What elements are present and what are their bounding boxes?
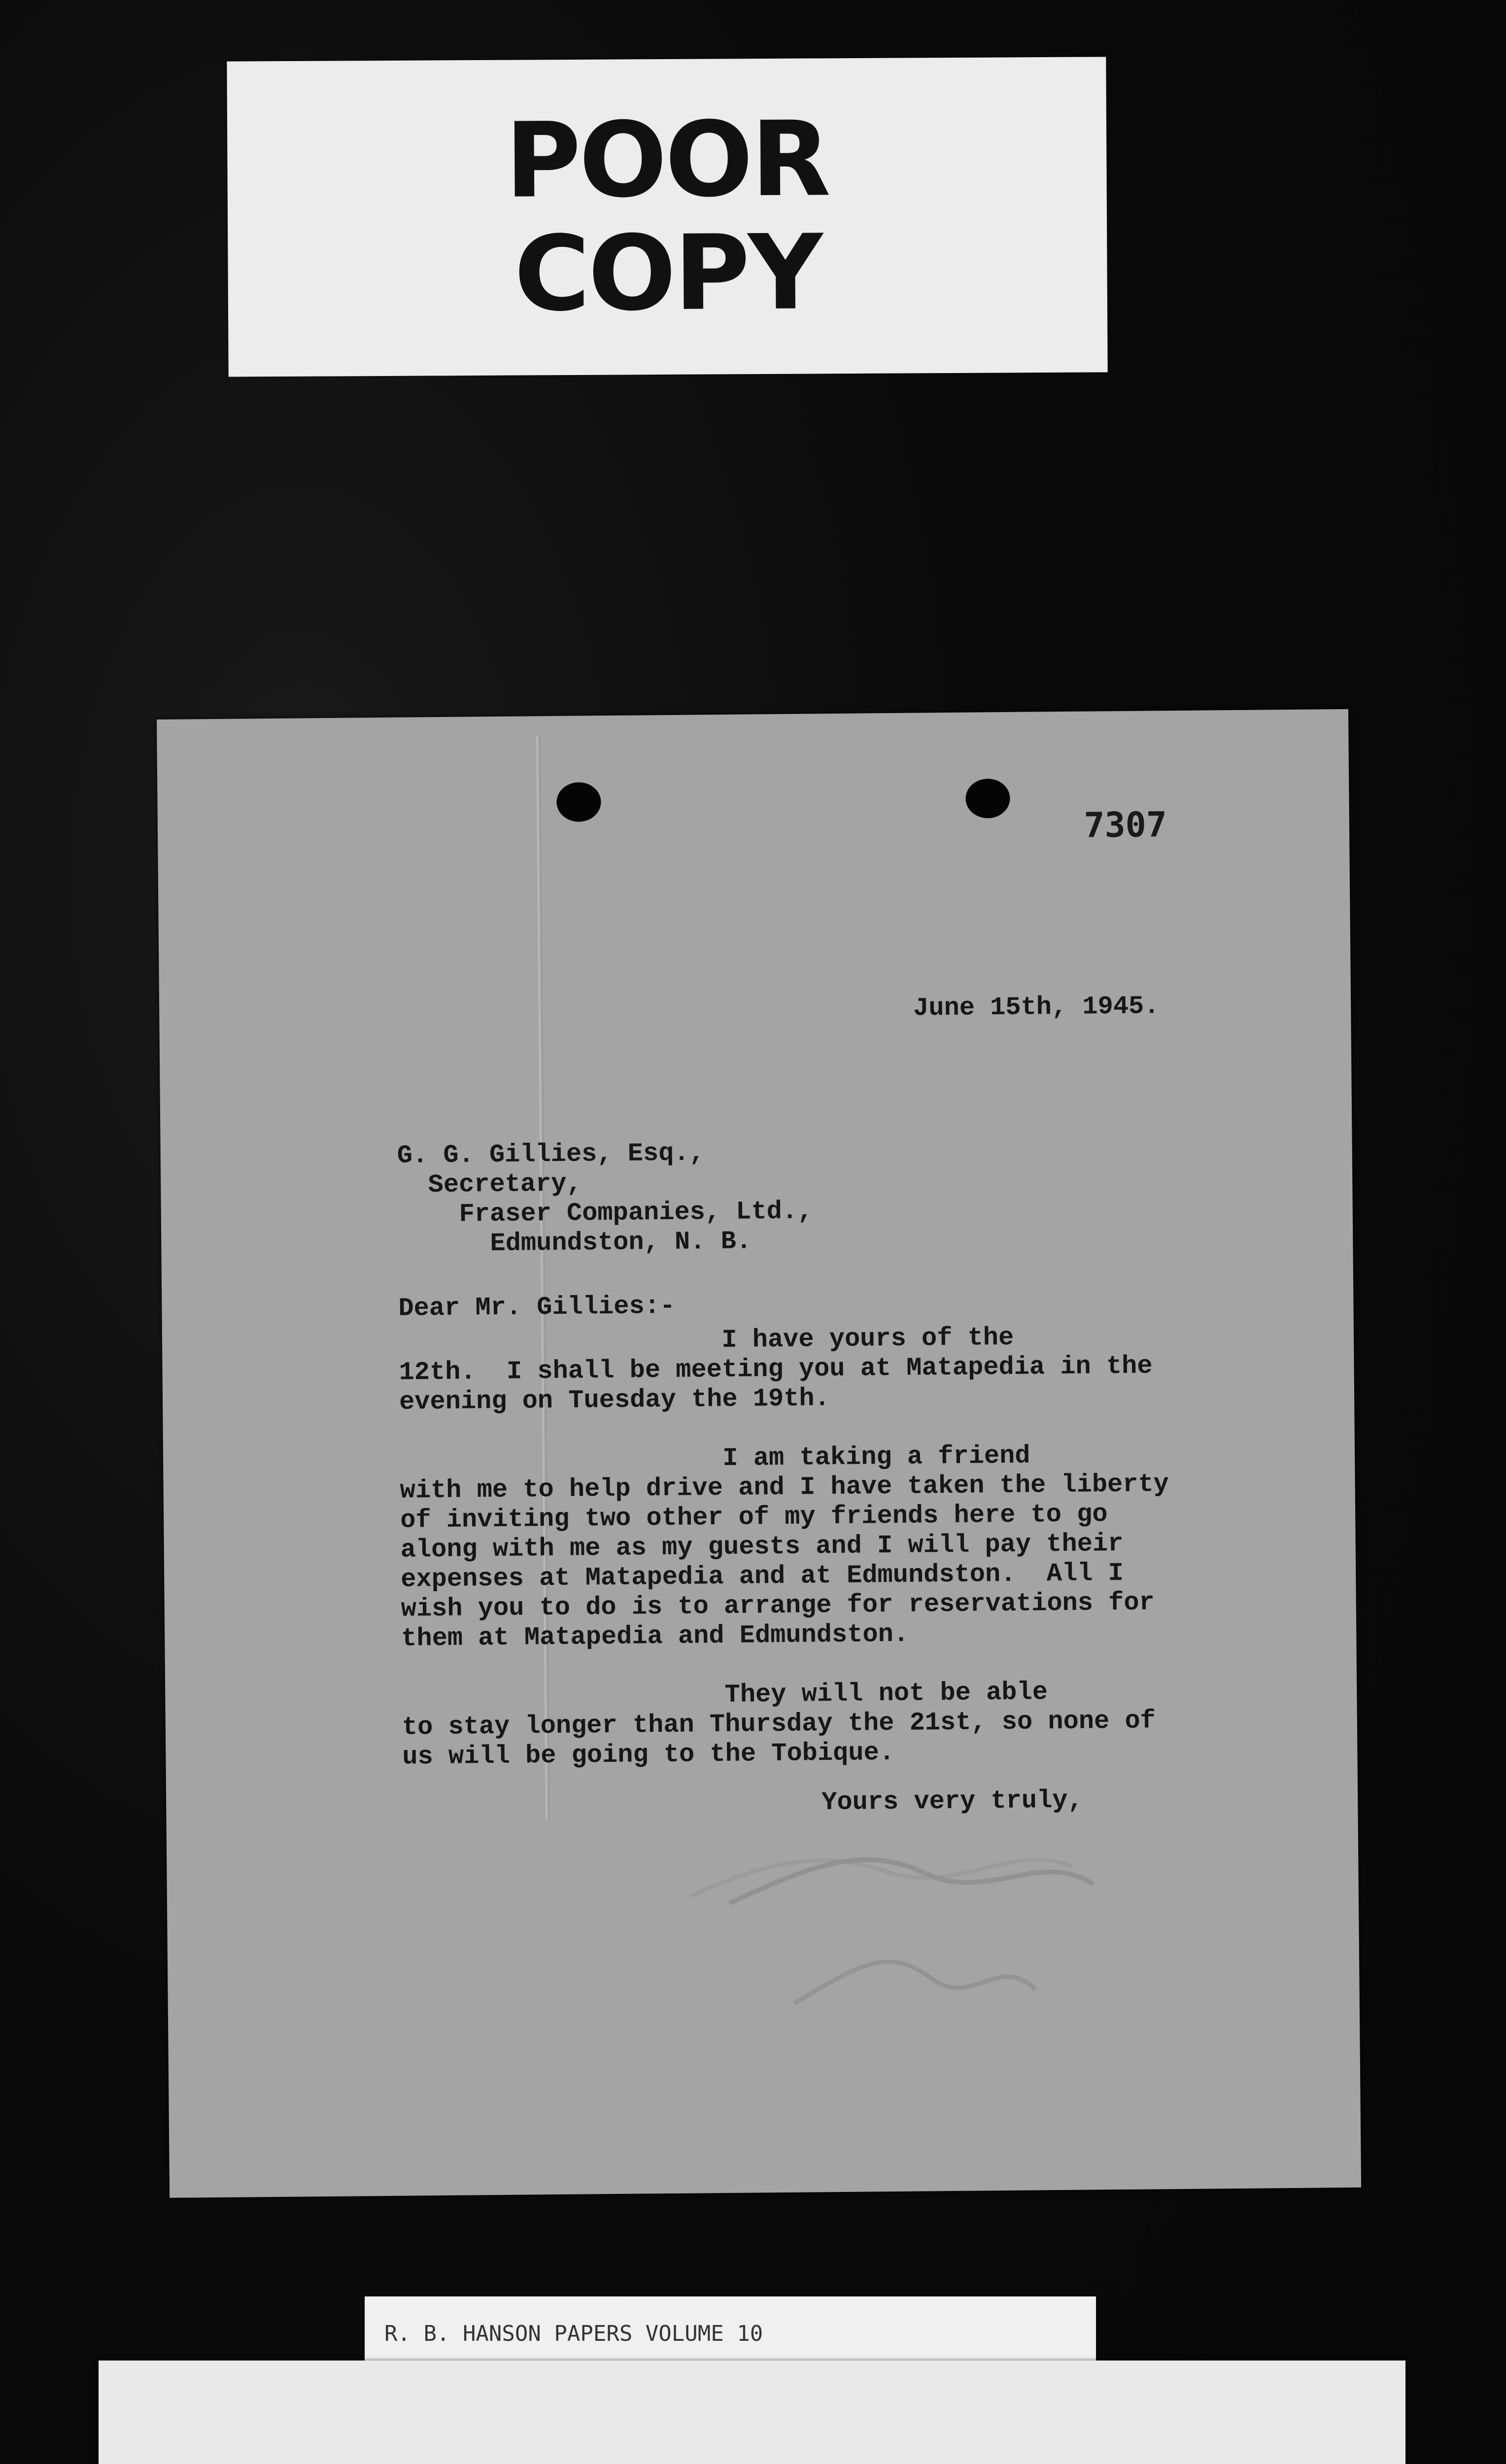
faded-stamp-graphic [667,1825,1105,1938]
address-line: Edmundston, N. B. [398,1227,752,1259]
body-line: 12th. I shall be meeting you at Matapedia in the [399,1351,1153,1387]
closing: Yours very truly, [821,1785,1083,1817]
punch-hole-right [965,779,1010,819]
body-line: I am taking a friend [399,1441,1030,1476]
body-line: along with me as my guests and I will pay their [400,1529,1124,1565]
letter-date: June 15th, 1945. [913,992,1160,1023]
body-line: They will not be able [402,1677,1048,1712]
letter-page [157,709,1361,2198]
address-line: Fraser Companies, Ltd., [397,1197,813,1230]
body-line: expenses at Matapedia and at Edmundston. All I [400,1558,1124,1594]
body-line: evening on Tuesday the 19th. [399,1384,830,1417]
reference-label: R. B. HANSON PAPERS VOLUME 10 [365,2296,1096,2370]
faded-stamp-mark [667,1825,1106,1951]
body-line: of inviting two other of my friends here to go [400,1500,1108,1535]
faded-signature-graphic [781,1940,1042,2029]
poor-copy-label [227,57,1107,376]
body-line: wish you to do is to arrange for reservations for [401,1588,1155,1624]
body-line: us will be going to the Tobique. [402,1738,895,1772]
salutation: Dear Mr. Gillies:- [398,1291,676,1323]
fold-crease [536,736,549,1820]
archives-title-en [420,2462,1084,2464]
faded-signature-mark [781,1940,1043,2043]
body-line: to stay longer than Thursday the 21st, so none of [402,1706,1156,1742]
punch-hole-left [556,782,601,822]
archives-card [99,2361,1405,2464]
body-line: with me to help drive and I have taken the liberty [400,1470,1169,1506]
body-line: them at Matapedia and Edmundston. [401,1619,909,1653]
poor-copy-line1: POOR [505,99,829,221]
body-line: I have yours of the [398,1323,1014,1358]
address-line: Secretary, [397,1169,582,1200]
poor-copy-line2: COPY [513,212,821,335]
document-number: 7307 [1084,804,1167,846]
address-line: G. G. Gillies, Esq., [397,1138,705,1170]
